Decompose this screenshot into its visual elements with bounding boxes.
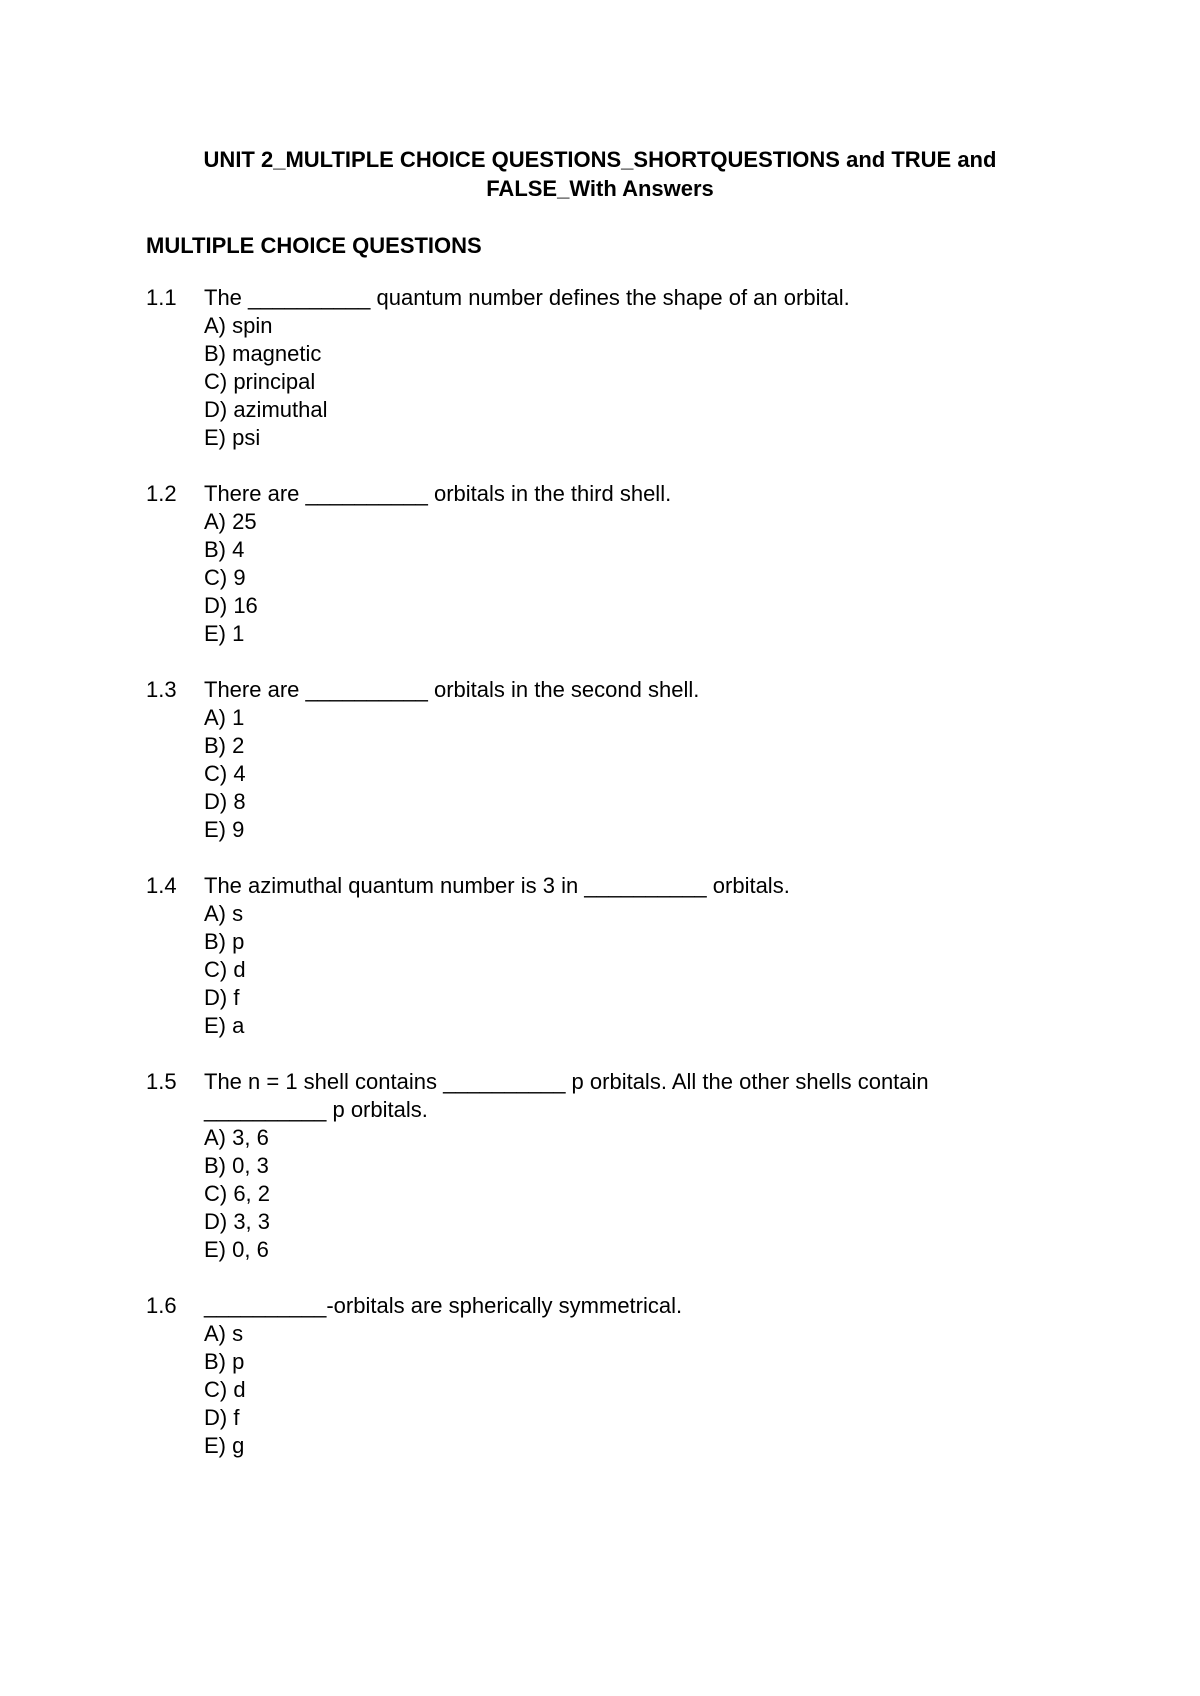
option-e: E) psi [204,425,261,450]
question-text: The __________ quantum number defines the shape of an orbital. [204,285,850,310]
question-number: 1.5 [146,1069,177,1094]
option-d: D) 3, 3 [204,1209,271,1234]
option-b: B) 4 [204,537,245,562]
question-number: 1.2 [146,481,177,506]
option-a: A) 3, 6 [204,1125,269,1150]
option-list [146,508,1046,648]
question-1-3 [146,676,1046,844]
option-b: B) p [204,929,245,954]
option-c: C) d [204,957,246,982]
option-c: C) d [204,1377,246,1402]
document-title [120,145,1080,203]
option-d: D) azimuthal [204,397,328,422]
section-heading: MULTIPLE CHOICE QUESTIONS [146,233,482,258]
question-number: 1.6 [146,1293,177,1318]
option-a: A) 25 [204,509,257,534]
option-e: E) 1 [204,621,245,646]
question-number: 1.3 [146,677,177,702]
option-list [146,704,1046,844]
option-c: C) 6, 2 [204,1181,271,1206]
option-d: D) 16 [204,593,258,618]
question-number: 1.1 [146,285,177,310]
option-a: A) s [204,901,244,926]
option-list [146,1124,1046,1264]
question-text: There are __________ orbitals in the second shell. [204,677,700,702]
option-a: A) s [204,1321,244,1346]
option-list [146,312,1046,452]
question-1-2 [146,480,1046,648]
question-1-5 [146,1068,1046,1264]
option-c: C) 9 [204,565,246,590]
question-text: The n = 1 shell contains __________ p orbitals. All the other shells contain __________ p orbitals. [204,1069,929,1122]
question-text: The azimuthal quantum number is 3 in __________ orbitals. [204,873,790,898]
option-list [146,900,1046,1040]
option-e: E) 9 [204,817,245,842]
question-list [146,284,1046,1488]
option-b: B) 2 [204,733,245,758]
document-title-line-2: FALSE_With Answers [486,176,714,201]
option-b: B) p [204,1349,245,1374]
question-1-4 [146,872,1046,1040]
option-b: B) 0, 3 [204,1153,269,1178]
option-a: A) spin [204,313,273,338]
option-e: E) a [204,1013,245,1038]
question-1-1 [146,284,1046,452]
question-text: __________-orbitals are spherically symmetrical. [204,1293,683,1318]
question-1-6 [146,1292,1046,1460]
option-d: D) f [204,1405,240,1430]
question-text: There are __________ orbitals in the third shell. [204,481,672,506]
document-title-line-1: UNIT 2_MULTIPLE CHOICE QUESTIONS_SHORTQUESTIONS and TRUE and [203,147,997,172]
option-c: C) principal [204,369,316,394]
option-a: A) 1 [204,705,245,730]
option-b: B) magnetic [204,341,322,366]
option-e: E) 0, 6 [204,1237,269,1262]
option-e: E) g [204,1433,245,1458]
question-number: 1.4 [146,873,177,898]
option-list [146,1320,1046,1460]
option-d: D) 8 [204,789,246,814]
option-d: D) f [204,985,240,1010]
option-c: C) 4 [204,761,246,786]
